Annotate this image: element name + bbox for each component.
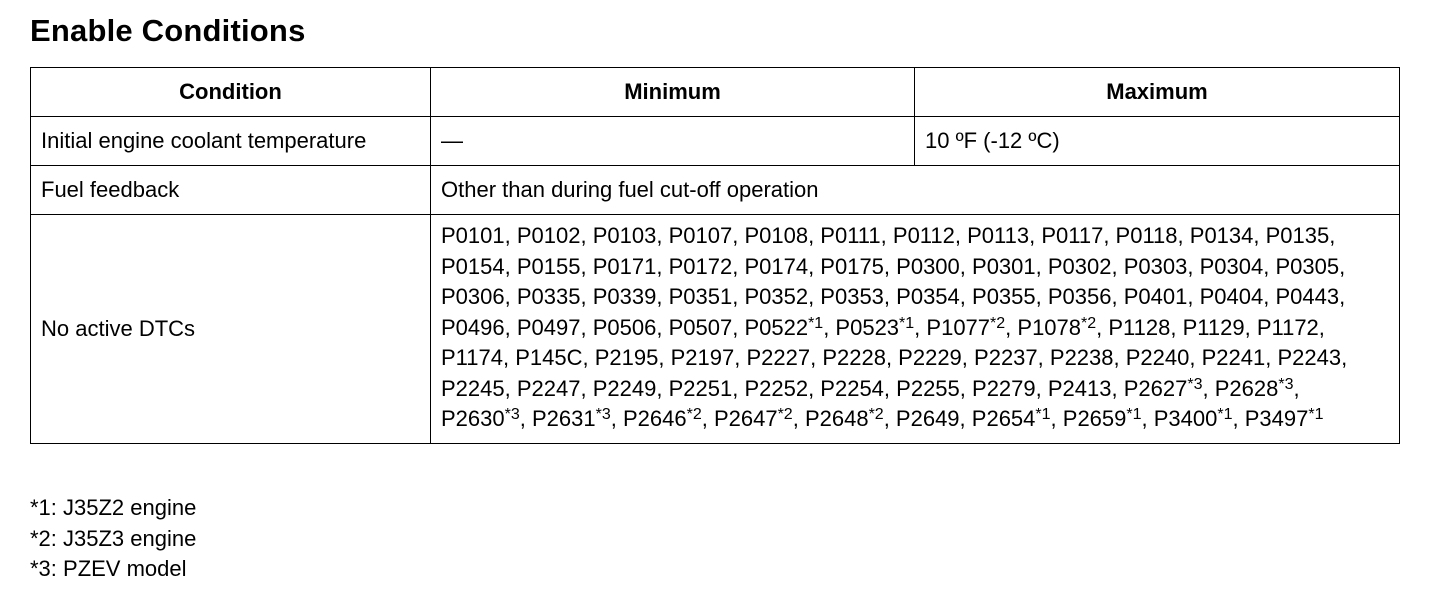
dtc-code: P0112 <box>892 223 955 248</box>
dtc-code: P2648 <box>804 406 869 431</box>
condition-cell: Fuel feedback <box>31 166 431 215</box>
dtc-code: P1174 <box>441 345 503 370</box>
dtc-code: P1129 <box>1182 314 1245 340</box>
condition-cell: Initial engine coolant temperature <box>31 117 431 166</box>
dtc-code: P2627 <box>1123 375 1188 401</box>
dtc-code: P2238 <box>1049 345 1114 370</box>
dtc-code: P2249 <box>592 375 657 401</box>
column-header-minimum: Minimum <box>431 68 915 117</box>
dtc-code: P0352 <box>744 284 809 309</box>
page-title: Enable Conditions <box>30 13 306 48</box>
dtc-code: P2240 <box>1125 345 1190 370</box>
dtc-code: P0443 <box>1275 284 1340 309</box>
dtc-code: P0107 <box>668 223 733 248</box>
dtc-code: P2197 <box>670 345 735 370</box>
dtc-footnote-marker: *3 <box>595 406 611 423</box>
dtc-code: P0303 <box>1123 253 1188 279</box>
dtc-code: P2229 <box>898 345 962 370</box>
dtc-code: P0522 <box>744 314 809 340</box>
dtc-footnote-marker: *2 <box>990 314 1006 332</box>
dtc-code: P3400 <box>1153 406 1218 431</box>
dtc-code: P2654 <box>971 406 1036 431</box>
dtc-code: P0339 <box>592 284 657 309</box>
dtc-code: P2247 <box>516 375 581 401</box>
table-row <box>31 215 1400 444</box>
footnotes <box>30 493 196 585</box>
dtc-code: P0305 <box>1275 253 1340 279</box>
dtc-code: P0301 <box>972 253 1036 279</box>
dtc-footnote-marker: *2 <box>868 406 884 423</box>
dtc-code: P0175 <box>820 253 884 279</box>
dtc-code: P2252 <box>744 375 809 401</box>
dtc-footnote-marker: *2 <box>1081 314 1097 332</box>
dtc-code: P0497 <box>516 314 581 340</box>
dtc-code: P0102 <box>516 223 581 248</box>
dtc-code: P0113 <box>967 223 1030 248</box>
dtc-code: P0155 <box>516 253 581 279</box>
dtc-code: P0172 <box>668 253 733 279</box>
dtc-code: P0506 <box>592 314 657 340</box>
column-header-maximum: Maximum <box>915 68 1400 117</box>
dtc-code: P2251 <box>668 375 733 401</box>
dtc-code: P145C <box>515 345 583 370</box>
dtc-code: P0302 <box>1047 253 1112 279</box>
dtc-code: P0496 <box>441 314 505 340</box>
dtc-code: P2245 <box>441 375 505 401</box>
dtc-code: P0111 <box>820 223 881 248</box>
dtc-code: P0351 <box>668 284 733 309</box>
dtc-footnote-marker: *1 <box>1035 406 1051 423</box>
table-row <box>31 166 1400 215</box>
dtc-footnote-marker: *1 <box>1308 406 1324 423</box>
dtc-code: P0355 <box>972 284 1036 309</box>
dtc-code: P0134 <box>1189 223 1254 248</box>
dtc-code: P0356 <box>1047 284 1112 309</box>
dtc-footnote-marker: *2 <box>777 406 793 423</box>
dtc-footnote-marker: *3 <box>1278 375 1294 393</box>
dtc-code: P2195 <box>594 345 659 370</box>
dtc-code: P2254 <box>820 375 884 401</box>
footnote: *1: J35Z2 engine <box>30 495 197 520</box>
dtc-code: P2630 <box>441 406 505 431</box>
dtc-code: P0174 <box>744 253 809 279</box>
table-row <box>31 117 1400 166</box>
dtc-code: P0304 <box>1199 253 1264 279</box>
dtc-code: P0300 <box>896 253 960 279</box>
dtc-code: P0103 <box>592 223 657 248</box>
dtc-footnote-marker: *1 <box>899 314 915 332</box>
dtc-code: P2413 <box>1047 375 1112 401</box>
minimum-cell: — <box>431 117 915 166</box>
dtc-code: P2647 <box>713 406 778 431</box>
dtc-code: P2649 <box>895 406 960 431</box>
dtc-code: P0135 <box>1265 223 1330 248</box>
footnote: *3: PZEV model <box>30 556 187 581</box>
dtc-code: P0171 <box>592 253 657 279</box>
dtc-code: P0404 <box>1199 284 1264 309</box>
dtc-code: P2255 <box>896 375 960 401</box>
dtc-code: P0354 <box>896 284 960 309</box>
enable-conditions-table <box>30 67 1400 444</box>
dtc-code: P1078 <box>1017 314 1082 340</box>
dtc-code: P2628 <box>1214 375 1279 401</box>
column-header-condition: Condition <box>31 68 431 117</box>
dtc-footnote-marker: *2 <box>686 406 702 423</box>
dtc-code: P0523 <box>835 314 900 340</box>
dtc-footnote-marker: *1 <box>1217 406 1233 423</box>
maximum-cell: 10 ºF (-12 ºC) <box>915 117 1400 166</box>
footnote: *2: J35Z3 engine <box>30 525 197 551</box>
dtc-code: P0117 <box>1041 223 1104 248</box>
dtc-code: P0335 <box>516 284 581 309</box>
condition-cell: No active DTCs <box>31 215 431 444</box>
dtc-footnote-marker: *3 <box>504 406 520 423</box>
dtc-code: P2279 <box>972 375 1036 401</box>
dtc-footnote-marker: *1 <box>1126 406 1142 423</box>
dtc-code: P2659 <box>1062 406 1127 431</box>
dtc-code: P0108 <box>744 223 809 248</box>
dtc-code: P0401 <box>1123 284 1188 309</box>
dtc-code: P1077 <box>926 314 991 340</box>
dtc-footnote-marker: *1 <box>808 314 824 332</box>
dtc-footnote-marker: *3 <box>1187 375 1203 393</box>
dtc-code: P1172 <box>1256 314 1319 340</box>
dtc-code: P0507 <box>668 314 733 340</box>
dtc-code: P2646 <box>622 406 687 431</box>
dtc-code: P0118 <box>1115 223 1178 248</box>
dtc-code: P2228 <box>822 345 886 370</box>
dtc-code: P3497 <box>1244 406 1309 431</box>
dtc-code: P2631 <box>531 406 596 431</box>
dtc-code: P2241 <box>1201 345 1266 370</box>
dtc-code: P0306 <box>441 284 505 309</box>
dtc-code: P0101 <box>441 223 505 248</box>
dtc-code: P2237 <box>974 345 1038 370</box>
dtc-code: P2243 <box>1277 345 1342 370</box>
dtc-code: P0353 <box>820 284 884 309</box>
table-header-row <box>31 68 1400 117</box>
dtc-code: P0154 <box>441 253 505 279</box>
dtc-list-cell: P0101, P0102, P0103, P0107, P0108, P0111, P0112, P0113, P0117, P0118, P0134, P0135, P0154, P0155, P0171, P0172, P0174, P0175, P0300, P0301, P0302, P0303, P0304, P0305, P0306, P0335, P0339, P0351, P0352, P0353, P0354, P0355, P0356, P0401, P0404, P0443, P0496, P0497, P0506, P0507, P0522$^{*1}$, P0523$^{*1}$, P1077$^{*2}$, P1078$^{*2}$, P1128, P1129, P1172, P1174, P145C, P2195, P2197, P2227, P2228, P2229, P2237, P2238, P2240, P2241, P2243, P2245, P2247, P2249, P2251, P2252, P2254, P2255, P2279, P2413, P2627$^{*3}$, P2628$^{*3}$, P2630$^{*3}$, P2631$^{*3}$, P2646$^{*2}$, P2647$^{*2}$, P2648$^{*2}$, P2649, P2654$^{*1}$, P2659$^{*1}$, P3400$^{*1}$, P3497$^{*1}$ <box>431 215 1400 444</box>
value-cell: Other than during fuel cut-off operation <box>431 166 1400 215</box>
dtc-code: P1128 <box>1108 314 1171 340</box>
dtc-code: P2227 <box>746 345 811 370</box>
